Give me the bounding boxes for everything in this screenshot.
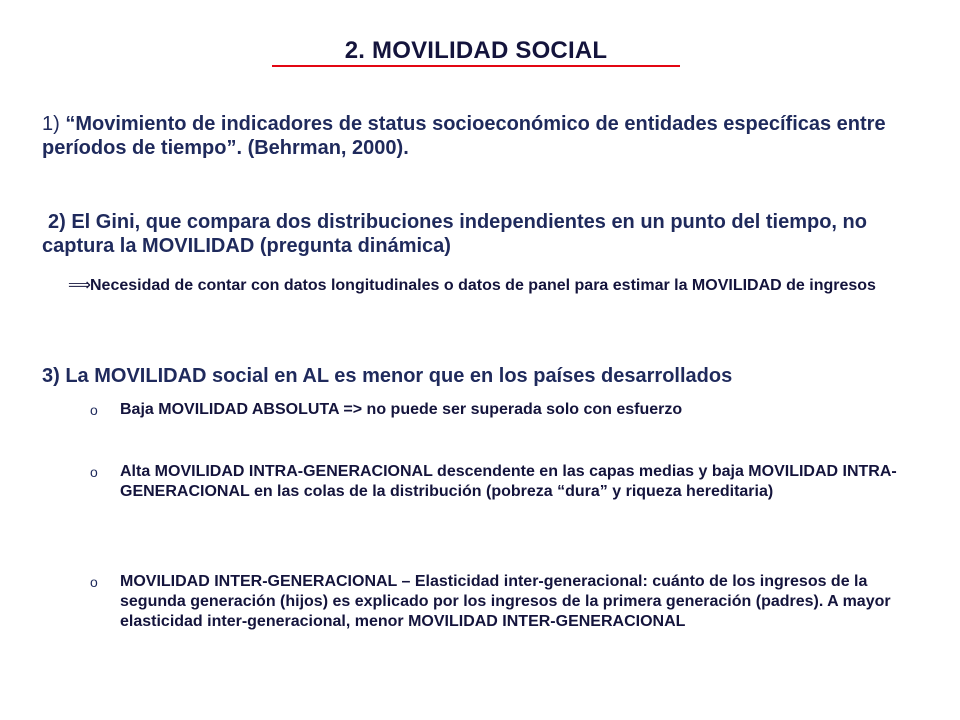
point-2-implication-text: Necesidad de contar con datos longitudinales o datos de panel para estimar la MOVILIDAD de ingresos <box>90 277 876 294</box>
bullet-text: MOVILIDAD INTER-GENERACIONAL – Elasticidad inter-generacional: cuánto de los ingresos de la segunda generación (hijos) es explicado por los ingresos de la primera generación (padres). A mayor elasticidad inter-generacional, menor MOVILIDAD INTER-GENERACIONAL <box>120 573 891 630</box>
point-1-text: “Movimiento de indicadores de status socioeconómico de entidades específicas entre períodos de tiempo”. (Behrman, 2000). <box>42 113 886 159</box>
bullet-marker: o <box>90 464 98 480</box>
bullet-marker: o <box>90 402 98 418</box>
bullet-marker: o <box>90 574 98 590</box>
slide-title: 2. MOVILIDAD SOCIAL <box>344 37 608 64</box>
point-3-text: 3) La MOVILIDAD social en AL es menor que en los países desarrollados <box>42 365 733 387</box>
bullet-item <box>90 400 920 420</box>
bullet-item <box>90 572 920 632</box>
point-1 <box>42 112 922 160</box>
title-underline <box>272 65 680 67</box>
bullet-item <box>90 462 932 502</box>
point-2-text: 2) El Gini, que compara dos distribuciones independientes en un punto del tiempo, no captura la MOVILIDAD (pregunta dinámica) <box>42 211 867 257</box>
title-block <box>272 36 680 68</box>
bullet-text: Baja MOVILIDAD ABSOLUTA => no puede ser superada solo con esfuerzo <box>120 401 683 418</box>
bullet-text: Alta MOVILIDAD INTRA-GENERACIONAL descendente en las capas medias y baja MOVILIDAD INTRA-GENERACIONAL en las colas de la distribución (pobreza “dura” y riqueza hereditaria) <box>120 463 897 500</box>
point-2-implication <box>68 276 900 296</box>
point-2 <box>42 210 922 258</box>
implies-arrow-icon: ⟹ <box>68 277 91 294</box>
point-3 <box>42 364 922 388</box>
point-1-number: 1) <box>42 113 66 135</box>
